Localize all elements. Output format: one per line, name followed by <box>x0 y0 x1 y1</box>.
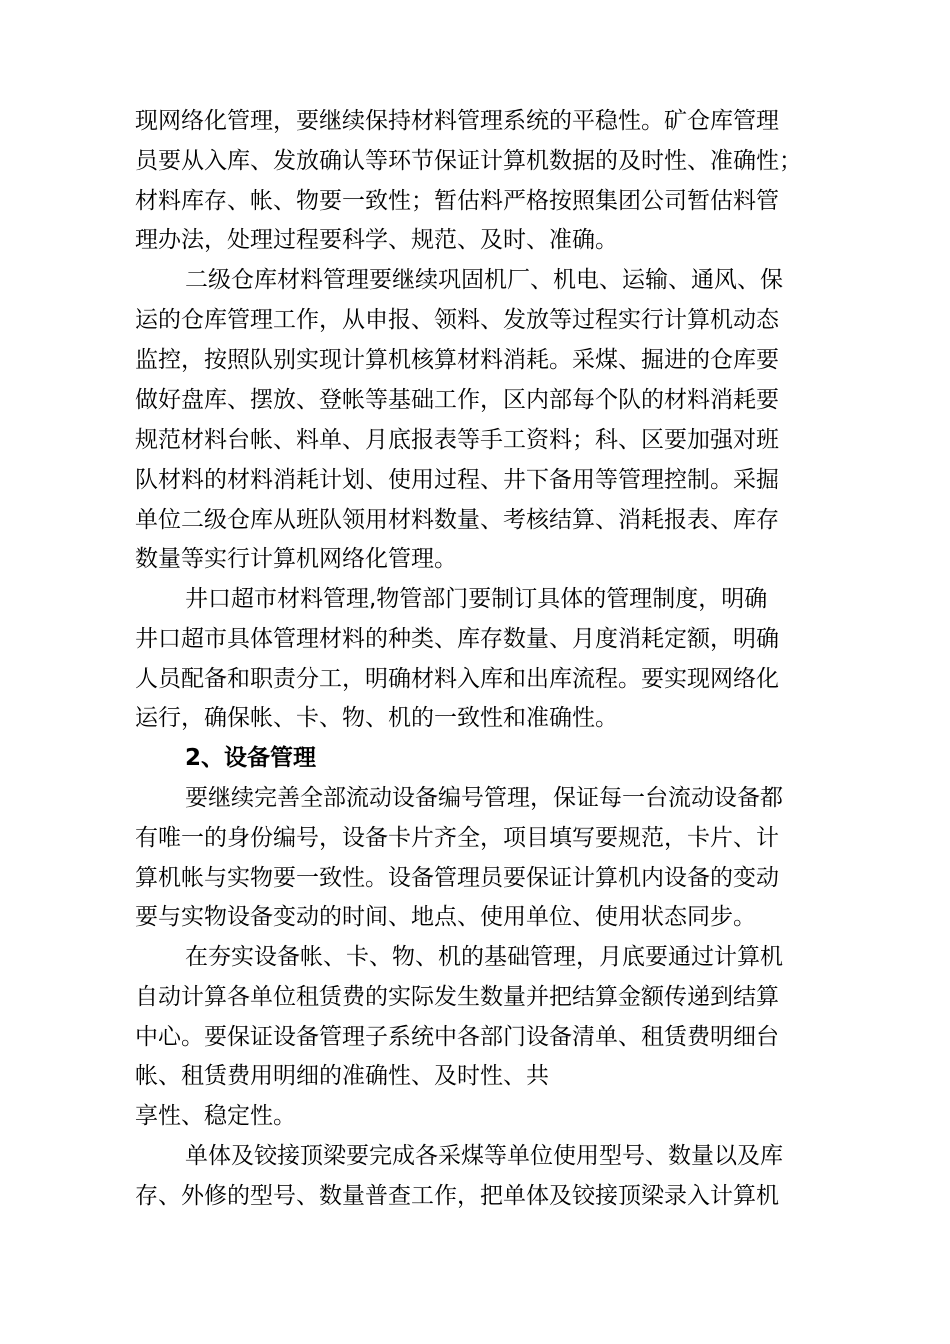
paragraph-line: 理办法，处理过程要科学、规范、及时、准确。 <box>135 227 618 253</box>
paragraph-line: 井口超市具体管理材料的种类、库存数量、月度消耗定额，明确 <box>135 626 779 652</box>
paragraph-line: 数量等实行计算机网络化管理。 <box>135 546 457 572</box>
paragraph-line: 自动计算各单位租赁费的实际发生数量并把结算金额传递到结算 <box>135 984 779 1010</box>
paragraph-line: 现网络化管理，要继续保持材料管理系统的平稳性。矿仓库管理 <box>135 108 779 134</box>
paragraph-line: 有唯一的身份编号，设备卡片齐全，项目填写要规范，卡片、计 <box>135 825 779 851</box>
paragraph-line: 算机帐与实物要一致性。设备管理员要保证计算机内设备的变动 <box>135 865 779 891</box>
paragraph-line: 做好盘库、摆放、登帐等基础工作，区内部每个队的材料消耗要 <box>135 387 779 413</box>
paragraph-line: 中心。要保证设备管理子系统中各部门设备清单、租赁费明细台 <box>135 1024 779 1050</box>
paragraph-line: 运的仓库管理工作，从申报、领料、发放等过程实行计算机动态 <box>135 307 779 333</box>
paragraph-line: 享性、稳定性。 <box>135 1103 296 1129</box>
paragraph-line: 存、外修的型号、数量普查工作，把单体及铰接顶梁录入计算机 <box>135 1183 779 1209</box>
paragraph-line: 在夯实设备帐、卡、物、机的基础管理，月底要通过计算机 <box>185 944 783 970</box>
paragraph-line: 要继续完善全部流动设备编号管理，保证每一台流动设备都 <box>185 785 783 811</box>
paragraph-line: 单体及铰接顶梁要完成各采煤等单位使用型号、数量以及库 <box>185 1143 783 1169</box>
paragraph-line: 二级仓库材料管理要继续巩固机厂、机电、运输、通风、保 <box>185 267 783 293</box>
paragraph-line: 帐、租赁费用明细的准确性、及时性、共 <box>135 1063 549 1089</box>
section-heading: 2、设备管理 <box>185 745 317 771</box>
paragraph-line: 单位二级仓库从班队领用材料数量、考核结算、消耗报表、库存 <box>135 507 779 533</box>
paragraph-line: 运行，确保帐、卡、物、机的一致性和准确性。 <box>135 705 618 731</box>
paragraph-line: 材料库存、帐、物要一致性；暂估料严格按照集团公司暂估料管 <box>135 188 779 214</box>
paragraph-line: 规范材料台帐、料单、月底报表等手工资料；科、区要加强对班 <box>135 427 779 453</box>
paragraph-line: 监控，按照队别实现计算机核算材料消耗。采煤、掘进的仓库要 <box>135 347 779 373</box>
paragraph-line: 队材料的材料消耗计划、使用过程、井下备用等管理控制。采掘 <box>135 467 779 493</box>
paragraph-line: 员要从入库、发放确认等环节保证计算机数据的及时性、准确性； <box>135 148 802 174</box>
paragraph-line: 井口超市材料管理,物管部门要制订具体的管理制度，明确 <box>185 586 768 612</box>
paragraph-line: 人员配备和职责分工，明确材料入库和出库流程。要实现网络化 <box>135 666 779 692</box>
paragraph-line: 要与实物设备变动的时间、地点、使用单位、使用状态同步。 <box>135 904 756 930</box>
